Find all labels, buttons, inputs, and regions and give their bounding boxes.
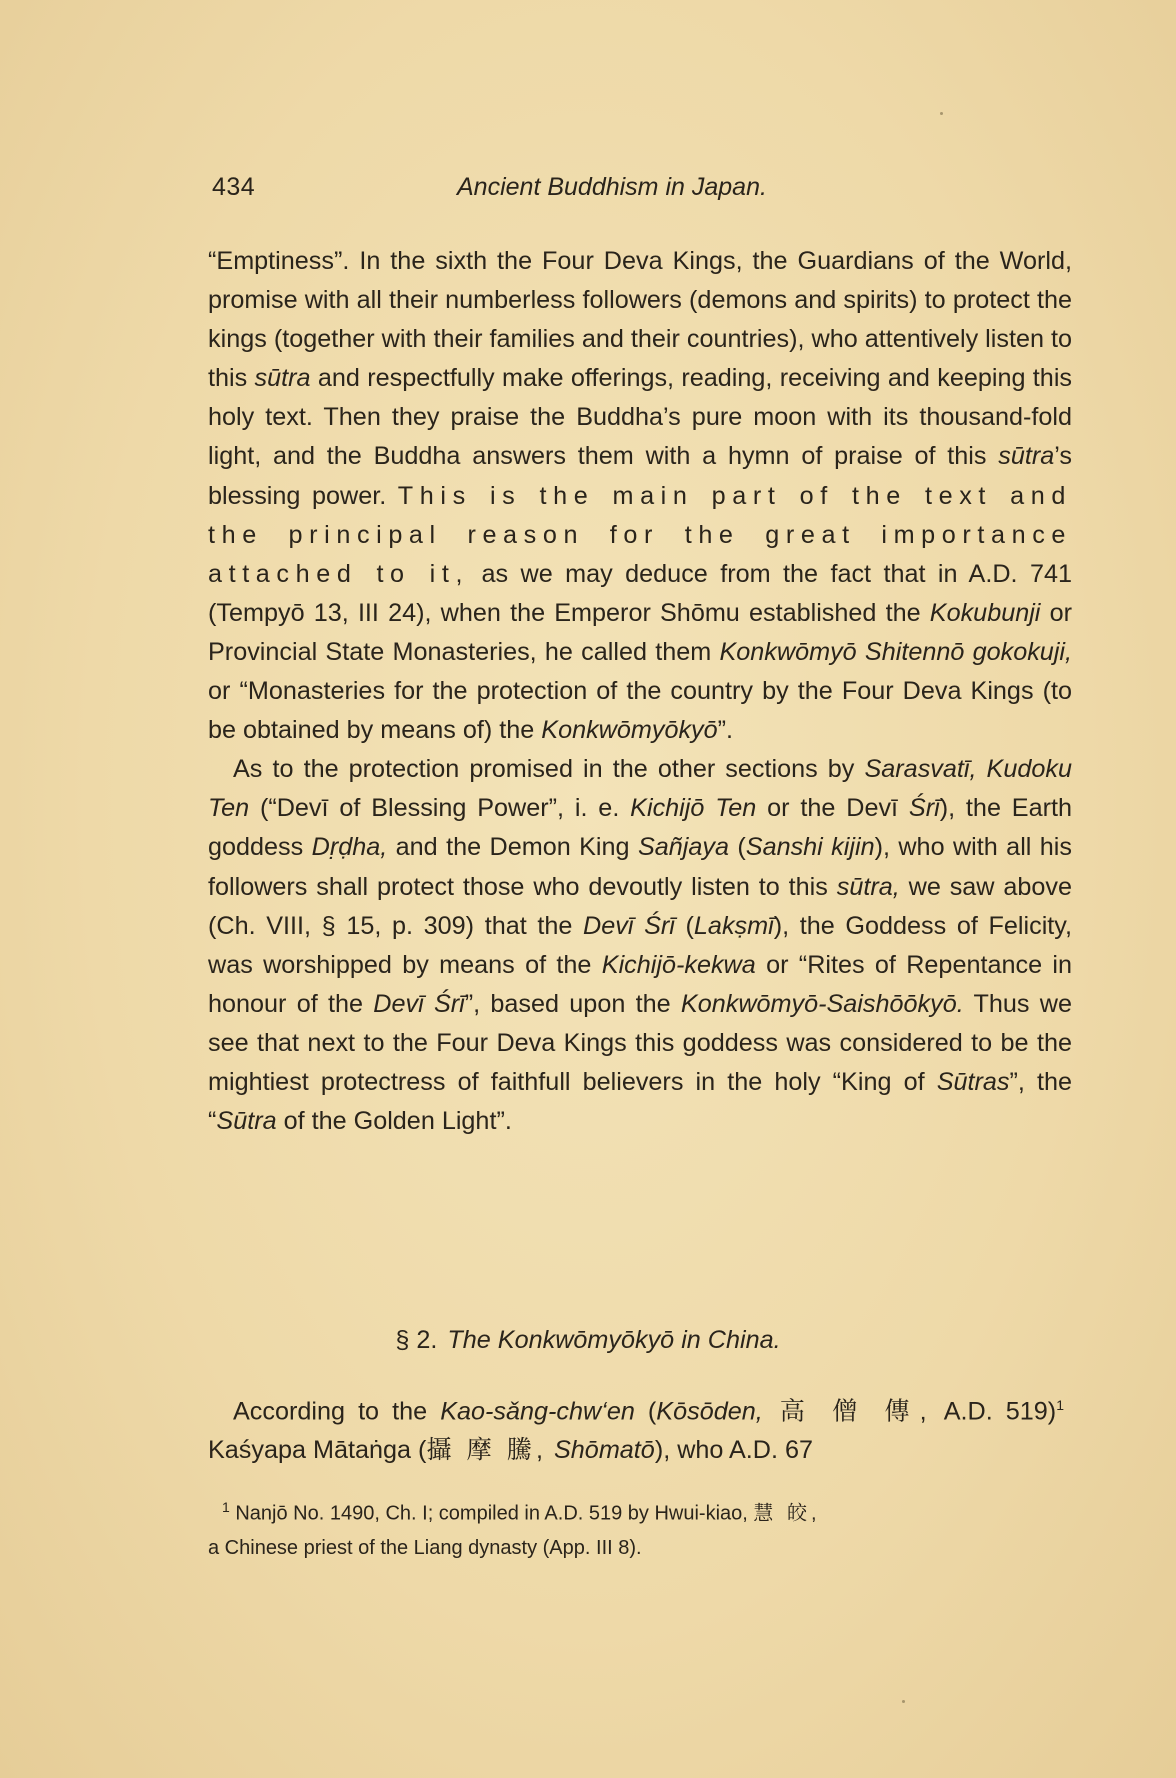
italic-term: Devī Śrī: [583, 911, 675, 940]
text-run: According to the: [233, 1397, 441, 1426]
footnote-line-2: [208, 1531, 1064, 1565]
text-run: or the Devī: [756, 794, 909, 823]
section-number: § 2.: [395, 1326, 438, 1354]
italic-term: Dṛḍha,: [311, 833, 388, 862]
text-run: ), the Earth goddess: [208, 794, 1072, 862]
spaced-emphasis: This is the main part of the text and the principal reason for the great importance attached to it,: [208, 481, 1073, 588]
section-title: The Konkwōmyōkyō in China.: [447, 1326, 781, 1354]
text-run: as we may deduce from the fact that in A.D. 741 (Tempyō 13, III 24), when the Emperor Shōmu established the: [208, 559, 1072, 627]
italic-term: Devī Śrī: [373, 989, 465, 1018]
text-run: A.D. 519): [930, 1397, 1057, 1426]
text-run: (: [634, 1397, 657, 1426]
section-text: [208, 1386, 1064, 1471]
paper-speck: [902, 1700, 905, 1703]
running-head: [212, 173, 852, 213]
italic-term: Konkwōmyōkyō: [541, 716, 718, 745]
footnote-line-1: [208, 1490, 1064, 1531]
cjk-characters: 高 僧 傳,: [762, 1397, 931, 1426]
text-run: (: [674, 911, 694, 940]
cjk-characters: 慧 皎,: [753, 1502, 821, 1525]
footnote-mark: 1: [222, 1499, 230, 1515]
italic-term: Shōmatō: [554, 1436, 655, 1465]
footnote-text: a Chinese priest of the Liang dynasty (App. III 8).: [208, 1536, 642, 1559]
text-run: ), the Goddess of Felicity, was worshipped by means of the: [208, 911, 1073, 979]
footnote-reference[interactable]: 1: [1056, 1397, 1064, 1413]
text-run: As to the protection promised in the other sections by: [233, 755, 865, 784]
italic-term: Lakṣmī: [693, 911, 774, 940]
italic-term: Kokubunji: [929, 598, 1041, 627]
italic-term: Sanshi kijin: [745, 833, 875, 862]
text-run: (“Devī of Blessing Power”, i. e.: [249, 794, 631, 823]
page-number: 434: [212, 173, 256, 201]
text-run: [547, 1436, 554, 1464]
italic-term: Konkwōmyō Shitennō gokokuji,: [719, 637, 1073, 666]
cjk-characters: 攝 摩 騰,: [426, 1436, 547, 1465]
paper-speck: [940, 112, 943, 115]
italic-term: Kōsōden,: [656, 1397, 763, 1426]
italic-term: Kichijō Ten: [630, 794, 757, 823]
text-run: ), who with all his followers shall protect those who devoutly listen to this: [208, 833, 1072, 901]
italic-term: sūtra,: [836, 872, 900, 901]
text-run: ), who A.D. 67: [654, 1436, 814, 1465]
text-run: we saw above (Ch. VIII, § 15, p. 309) that the: [208, 872, 1073, 940]
italic-term: sūtra: [254, 364, 311, 393]
running-title: Ancient Buddhism in Japan.: [457, 173, 767, 201]
text-run: ”, the “: [208, 1067, 1072, 1136]
italic-term: Sūtra: [216, 1107, 277, 1136]
text-run: or “Monasteries for the protection of the country by the Four Deva Kings (to be obtained by means of) the: [208, 677, 1072, 745]
text-run: ”, based upon the: [464, 989, 681, 1018]
paragraph-china: [208, 1386, 1064, 1471]
italic-term: Sañjaya: [637, 833, 729, 862]
italic-term: Sūtras: [936, 1067, 1010, 1096]
text-run: Kaśyapa Mātaṅga (: [208, 1436, 427, 1465]
italic-term: Kichijō-kekwa: [601, 950, 756, 979]
text-run: or Provincial State Monasteries, he called them: [208, 598, 1072, 666]
italic-term: sūtra: [998, 442, 1055, 471]
italic-term: Śrī: [908, 794, 940, 823]
footnote: [208, 1490, 1064, 1565]
italic-term: Sarasvatī, Kudoku Ten: [208, 755, 1072, 823]
main-text: [208, 242, 1072, 1141]
section-heading: [0, 1326, 1176, 1355]
text-run: and respectfully make offerings, reading, receiving and keeping this holy text. Then they praise the Buddha’s pure moon with its thousand-fold light, and the Buddha answers them with a hymn of praise of this: [208, 364, 1073, 471]
text-run: or “Rites of Repentance in honour of the: [208, 950, 1072, 1018]
italic-term: Konkwōmyō-Saishōōkyō.: [680, 989, 964, 1018]
text-run: Thus we see that next to the Four Deva Kings this goddess was considered to be the mightiest protectress of faithfull believers in the holy “King of: [208, 989, 1072, 1096]
text-run: “Emptiness”. In the sixth the Four Deva Kings, the Guardians of the World, promise with all their numberless followers (demons and spirits) to protect the kings (together with their families and their countries), who attentively listen to this: [208, 247, 1072, 393]
italic-term: Kao-sǎng-chw‘en: [440, 1397, 635, 1426]
text-run: ’s blessing power.: [208, 442, 1072, 510]
footnote-text: Nanjō No. 1490, Ch. I; compiled in A.D. 519 by Hwui-kiao,: [229, 1502, 754, 1525]
paragraph-deva-kings: [208, 242, 1072, 750]
text-run: (: [728, 833, 746, 862]
text-run: of the Golden Light”.: [276, 1107, 512, 1136]
text-run: and the Demon King: [387, 833, 638, 862]
paragraph-goddesses: [208, 750, 1072, 1141]
text-run: ”.: [717, 716, 734, 745]
